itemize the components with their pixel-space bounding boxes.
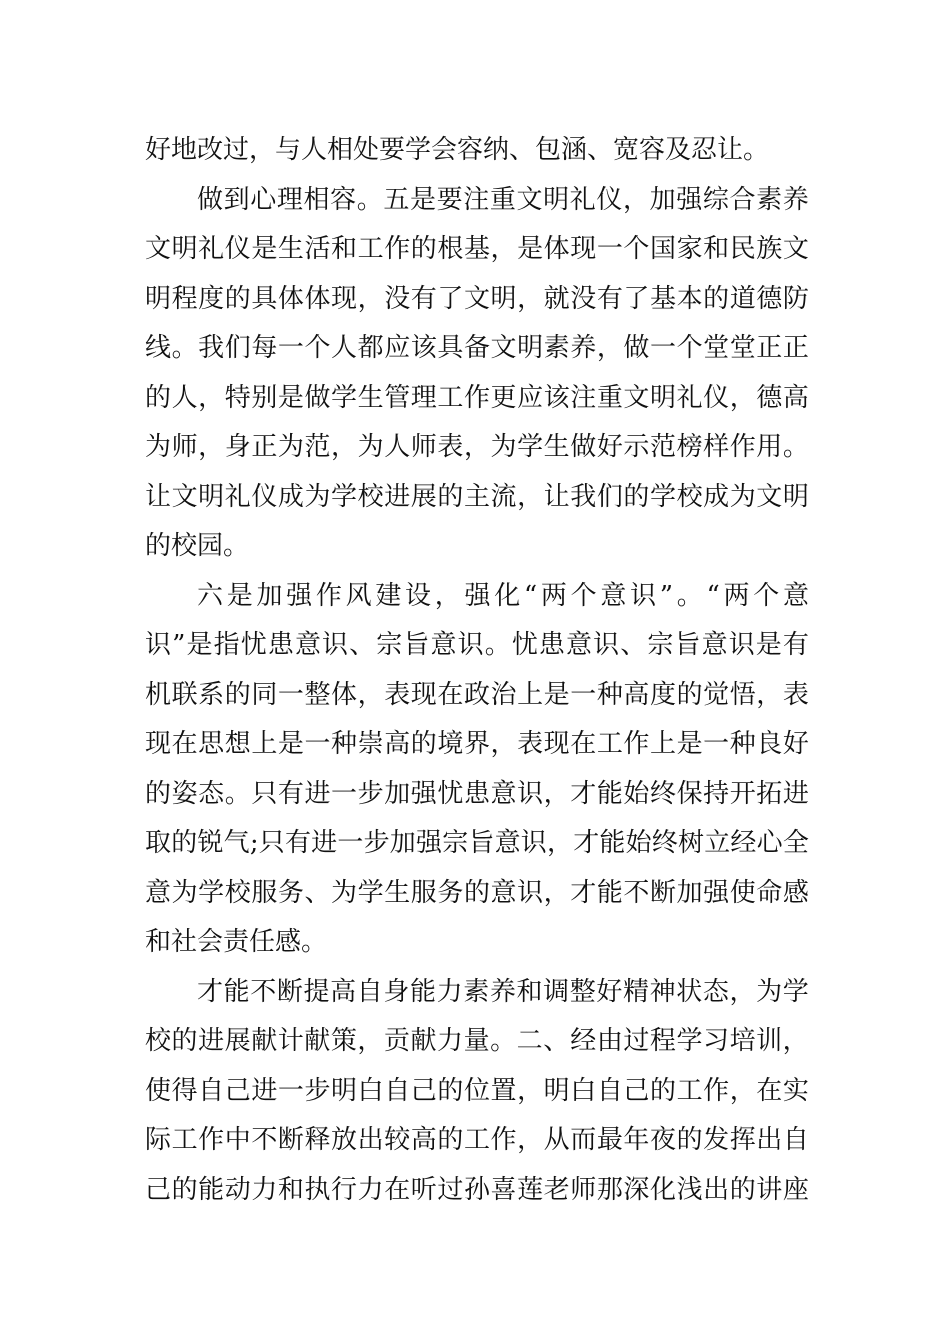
text-line: 识 ” 是 指 忧 患 意 识 、 宗 旨 意 识 。 忧 患 意 识 、 宗 旨 意 识 是 有 — [145, 630, 809, 660]
text-line: 意 为 学 校 服 务 、 为 学 生 服 务 的 意 识 ， 才 能 不 断 加 强 使 命 感 — [145, 877, 809, 908]
text-line: 六 是 加 强 作 风 建 设 ， 强 化 “ 两 个 意 识 ” 。 “ 两 个 意 — [197, 580, 809, 611]
text-line: 己 的 能 动 力 和 执 行 力 在 听 过 孙 喜 莲 老 师 那 深 化 浅 出 的 讲 座 — [145, 1174, 809, 1205]
text-line: 才 能 不 断 提 高 自 身 能 力 素 养 和 调 整 好 精 神 状 态 ， 为 学 — [197, 976, 809, 1007]
text-line: 好地改过，与人相处要学会容纳、包涵、宽容及忍让。 — [145, 135, 770, 165]
text-line: 做 到 心 理 相 容 。 五 是 要 注 重 文 明 礼 仪 ， 加 强 综 合 素 养 — [197, 184, 809, 215]
text-line: 现 在 思 想 上 是 一 种 崇 高 的 境 界 ， 表 现 在 工 作 上 是 一 种 良 好 — [145, 729, 809, 759]
text-line: 的 姿 态 。 只 有 进 一 步 加 强 忧 患 意 识 ， 才 能 始 终 保 持 开 拓 进 — [145, 778, 809, 809]
text-line: 际 工 作 中 不 断 释 放 出 较 高 的 工 作 ， 从 而 最 年 夜 的 发 挥 出 自 — [145, 1125, 809, 1155]
text-line: 的校园。 — [145, 531, 250, 561]
text-line: 取 的 锐 气 ; 只 有 进 一 步 加 强 宗 旨 意 识 ， 才 能 始 终 树 立 经 心 全 — [145, 828, 809, 858]
text-line: 机 联 系 的 同 一 整 体 ， 表 现 在 政 治 上 是 一 种 高 度 的 觉 悟 ， 表 — [145, 679, 809, 710]
text-line: 使 得 自 己 进 一 步 明 白 自 己 的 位 置 ， 明 白 自 己 的 工 作 ， 在 实 — [145, 1075, 809, 1106]
document-body — [145, 126, 809, 1215]
text-line: 明 程 度 的 具 体 体 现 ， 没 有 了 文 明 ， 就 没 有 了 基 本 的 道 德 防 — [145, 283, 809, 314]
text-line: 让 文 明 礼 仪 成 为 学 校 进 展 的 主 流 ， 让 我 们 的 学 校 成 为 文 明 — [145, 481, 809, 512]
text-line: 和社会责任感。 — [145, 927, 328, 957]
text-line: 线 。 我 们 每 一 个 人 都 应 该 具 备 文 明 素 养 ， 做 一 个 堂 堂 正 正 — [145, 333, 809, 363]
text-line: 校 的 进 展 献 计 献 策 ， 贡 献 力 量 。 二 、 经 由 过 程 学 习 培 训 ， — [145, 1026, 809, 1056]
text-line: 文 明 礼 仪 是 生 活 和 工 作 的 根 基 ， 是 体 现 一 个 国 家 和 民 族 文 — [145, 234, 809, 264]
text-line: 的 人 ， 特 别 是 做 学 生 管 理 工 作 更 应 该 注 重 文 明 礼 仪 ， 德 高 — [145, 382, 809, 413]
text-line: 为 师 ， 身 正 为 范 ， 为 人 师 表 ， 为 学 生 做 好 示 范 榜 样 作 用 。 — [145, 432, 809, 462]
